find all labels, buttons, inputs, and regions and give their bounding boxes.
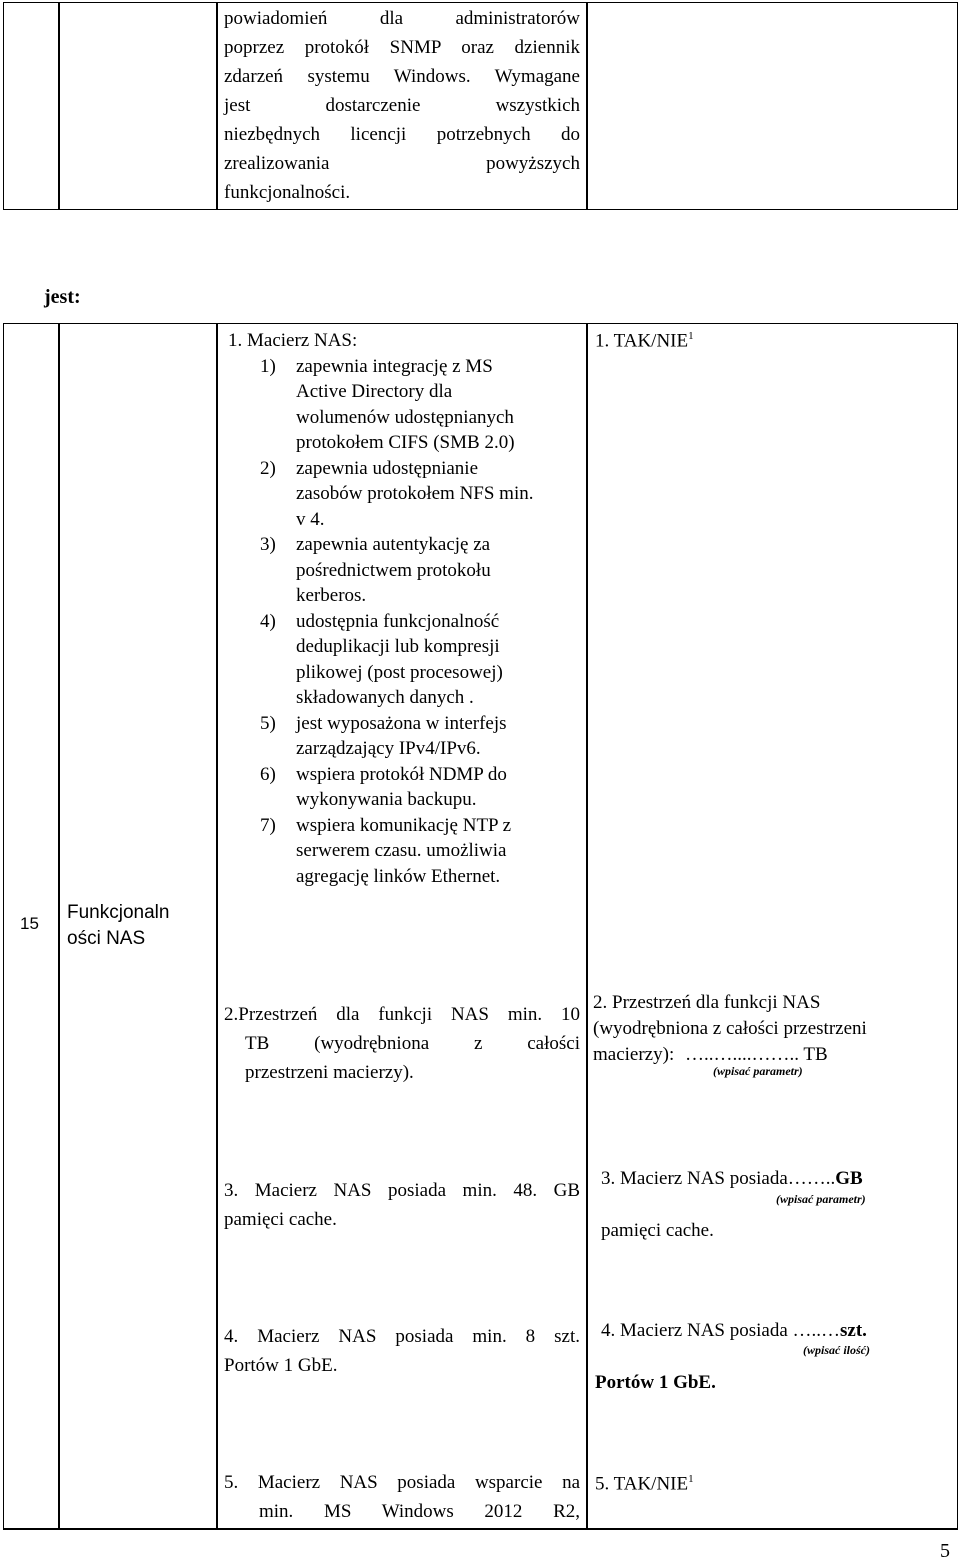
- top-line: funkcjonalności.: [224, 182, 351, 203]
- req1-item-line: agregację linków Ethernet.: [296, 865, 501, 887]
- ans1: [595, 330, 694, 352]
- top-line: niezbędnych licencji potrzebnych do: [224, 124, 580, 145]
- req5-block: [224, 1468, 580, 1526]
- main-table-divider-3: [586, 323, 588, 1530]
- top-line: poprzez protokół SNMP oraz dziennik: [224, 37, 580, 58]
- req1-item-line: plikowej (post procesowej): [296, 661, 503, 683]
- section-heading: jest:: [44, 286, 81, 308]
- top-table-divider-1: [58, 2, 60, 210]
- ans2-prefix: macierzy):: [593, 1044, 675, 1065]
- req1-item-num: 1): [260, 355, 276, 377]
- top-table-text: [224, 4, 580, 207]
- row-name: [67, 900, 169, 952]
- req1-item: [228, 456, 578, 533]
- req2-line: 2.Przestrzeń dla funkcji NAS min. 10: [224, 1004, 580, 1025]
- req1-item: [228, 354, 578, 456]
- ans2-hint: (wpisać parametr): [713, 1064, 803, 1078]
- top-line: powiadomień dla administratorów: [224, 8, 580, 29]
- ans4-line2: Portów 1 GbE.: [595, 1372, 716, 1393]
- ans4-line1: [601, 1320, 867, 1342]
- ans4-hint: (wpisać ilość): [803, 1343, 870, 1357]
- req1-item-line: kerberos.: [296, 585, 367, 606]
- row-name-line2: ości NAS: [67, 928, 146, 949]
- req1-item-line: wspiera komunikację NTP z: [296, 814, 512, 836]
- req2-block: [224, 1000, 580, 1087]
- req1-item-num: 7): [260, 814, 276, 836]
- req1-item-line: zapewnia autentykację za: [296, 534, 491, 555]
- req1-item-line: serwerem czasu. umożliwia: [296, 840, 507, 861]
- ans1-text: 1. TAK/NIE: [595, 330, 689, 352]
- ans2-line: (wyodrębniona z całości przestrzeni: [593, 1018, 867, 1039]
- ans4-prefix: 4. Macierz NAS posiada …..…: [601, 1320, 841, 1341]
- req1-item-line: protokołem CIFS (SMB 2.0): [296, 432, 515, 453]
- req1-item-num: 3): [260, 534, 276, 555]
- ans3-line2: pamięci cache.: [601, 1220, 714, 1241]
- req1-item-line: wolumenów udostępnianych: [296, 406, 514, 428]
- req1-item-line: składowanych danych .: [296, 687, 474, 708]
- req4-line: Portów 1 GbE.: [224, 1355, 338, 1376]
- req1-item: [228, 762, 578, 813]
- req1-block: [228, 328, 578, 889]
- req1-item-line: v 4.: [296, 508, 325, 530]
- req1-item: [228, 711, 578, 762]
- req1-item-line: udostępnia funkcjonalność: [296, 610, 500, 632]
- req1-item-line: jest wyposażona w interfejs: [296, 712, 507, 734]
- ans4-unit: szt.: [840, 1320, 867, 1341]
- ans2-block: [593, 990, 953, 1068]
- row-name-line1: Funkcjonaln: [67, 902, 170, 923]
- req1-item: [228, 532, 578, 609]
- top-line: jest dostarczenie wszystkich: [224, 95, 580, 116]
- req4-line: 4. Macierz NAS posiada min. 8 szt.: [224, 1326, 580, 1347]
- main-table-divider-2: [216, 323, 218, 1530]
- req1-item-line: Active Directory dla: [296, 381, 453, 402]
- req3-line: 3. Macierz NAS posiada min. 48. GB: [224, 1180, 580, 1201]
- ans5-footnote: 1: [688, 1473, 694, 1485]
- req4-block: [224, 1322, 580, 1380]
- req1-item-line: wspiera protokół NDMP do: [296, 763, 507, 785]
- req3-line: pamięci cache.: [224, 1209, 337, 1230]
- ans3-hint: (wpisać parametr): [776, 1192, 866, 1206]
- ans3-unit: GB: [835, 1168, 863, 1189]
- top-table-divider-3: [586, 2, 588, 210]
- page-number: 5: [940, 1540, 950, 1562]
- req1-item: [228, 609, 578, 711]
- req1-item-line: pośrednictwem protokołu: [296, 559, 491, 581]
- top-line: zrealizowania powyższych: [224, 153, 580, 174]
- req5-line: 5. Macierz NAS posiada wsparcie na: [224, 1472, 580, 1493]
- ans1-footnote: 1: [688, 330, 694, 342]
- req2-line: przestrzeni macierzy).: [245, 1062, 414, 1083]
- top-table-divider-2: [216, 2, 218, 210]
- req1-item-line: zasobów protokołem NFS min.: [296, 483, 534, 504]
- req3-block: [224, 1176, 580, 1234]
- req5-line: min. MS Windows 2012 R2,: [259, 1501, 580, 1522]
- top-line: zdarzeń systemu Windows. Wymagane: [224, 66, 580, 87]
- req1-item-line: zapewnia integrację z MS: [296, 355, 493, 377]
- req1-title: 1. Macierz NAS:: [228, 330, 358, 351]
- req1-item-line: zapewnia udostępnianie: [296, 457, 479, 479]
- ans2-dots: …..…....……..: [684, 1044, 799, 1065]
- ans3-prefix: 3. Macierz NAS posiada……..: [601, 1168, 836, 1189]
- row-number: 15: [20, 914, 39, 933]
- req1-item-num: 5): [260, 712, 276, 734]
- req1-item-line: zarządzający IPv4/IPv6.: [296, 738, 481, 759]
- ans2-line: 2. Przestrzeń dla funkcji NAS: [593, 992, 821, 1013]
- req2-line: TB (wyodrębniona z całości: [245, 1033, 580, 1054]
- ans3-line1: [601, 1168, 863, 1190]
- req1-item-num: 2): [260, 457, 276, 479]
- ans5-text: 5. TAK/NIE: [595, 1473, 689, 1495]
- ans2-unit: TB: [803, 1044, 828, 1065]
- req1-item: [228, 813, 578, 890]
- req1-item-line: deduplikacji lub kompresji: [296, 636, 500, 657]
- main-table-bottom-line: [3, 1528, 958, 1530]
- req1-item-num: 6): [260, 763, 276, 785]
- req1-item-line: wykonywania backupu.: [296, 789, 477, 810]
- ans5: [595, 1473, 694, 1495]
- req1-item-num: 4): [260, 610, 276, 632]
- main-table-divider-1: [58, 323, 60, 1530]
